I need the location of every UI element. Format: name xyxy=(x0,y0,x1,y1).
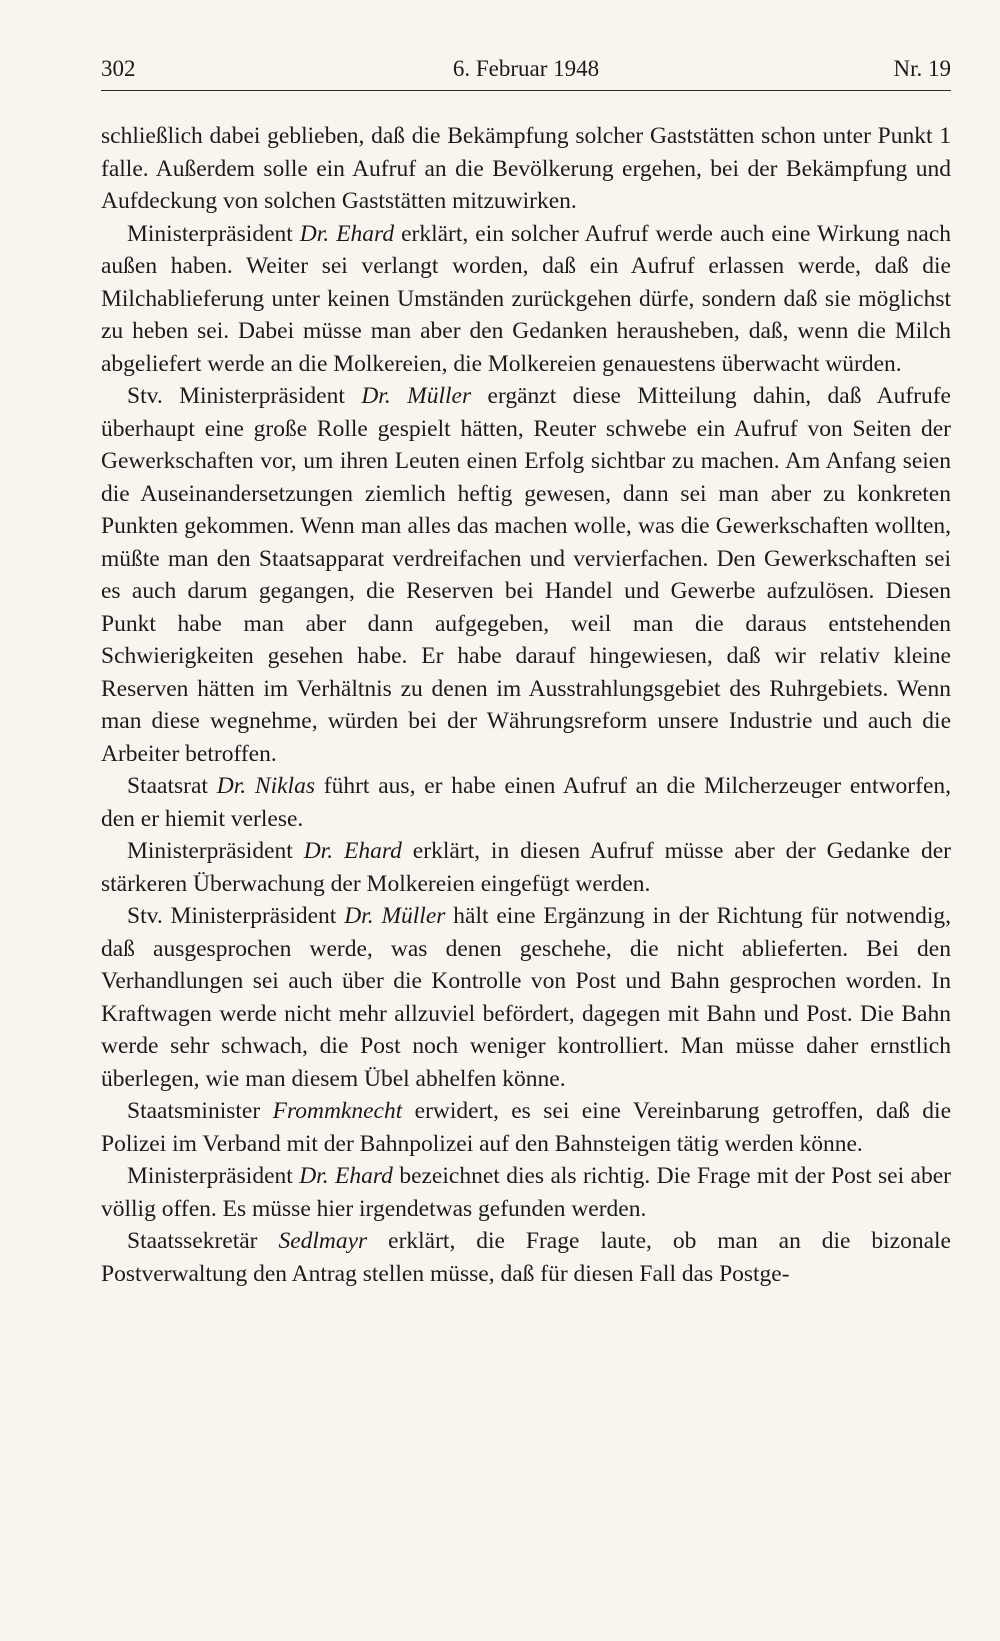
paragraph xyxy=(101,1095,951,1160)
document-number: Nr. 19 xyxy=(893,56,951,81)
speaker-name: Frommknecht xyxy=(272,1098,403,1124)
speaker-title: Ministerpräsident xyxy=(127,1163,300,1189)
header-rule xyxy=(101,90,951,91)
speaker-title: Staatssekretär xyxy=(127,1228,279,1254)
speaker-title: Stv. Ministerpräsident xyxy=(127,383,362,409)
paragraph xyxy=(101,218,951,381)
paragraph xyxy=(101,120,951,218)
paragraph xyxy=(101,900,951,1095)
paragraph-text: schließlich dabei geblieben, daß die Bekämpfung solcher Gaststätten schon unter Punkt 1 falle. Außerdem solle ein Aufruf an die Bevölkerung ergehen, bei der Bekämpfung und Aufdeckung von solchen Gaststätten mitzuwirken. xyxy=(101,123,951,214)
speaker-title: Stv. Ministerpräsident xyxy=(127,903,345,929)
page-number: 302 xyxy=(101,56,136,81)
speaker-name: Dr. Ehard xyxy=(303,838,402,864)
paragraph-text: erklärt, ein solcher Aufruf werde auch eine Wirkung nach außen haben. Weiter sei verlangt worden, daß ein Aufruf erlassen werde, daß die Milchablieferung unter keinen Umständen zurückgehen dürfe, sondern daß sie möglichst zu heben sei. Dabei müsse man aber den Gedanken herausheben, daß, wenn die Milch abgeliefert werde an die Molkereien, die Molkereien genauestens überwacht würden. xyxy=(101,220,952,377)
header-date: 6. Februar 1948 xyxy=(452,56,600,81)
paragraph xyxy=(101,835,951,900)
paragraph xyxy=(101,380,951,770)
speaker-name: Dr. Ehard xyxy=(299,220,395,247)
speaker-title: Staatsrat xyxy=(127,773,217,799)
paragraph-text: hält eine Ergänzung in der Richtung für notwendig, daß ausgesprochen werde, was denen geschehe, die nicht ablieferten. Bei den Verhandlungen sei auch über die Kontrolle von Post und Bahn gesprochen worden. In Kraftwagen werde nicht mehr allzuviel befördert, dagegen mit Bahn und Post. Die Bahn werde sehr schwach, die Post noch weniger kontrolliert. Man müsse daher ernstlich überlegen, wie man diesem Übel abhelfen könne. xyxy=(101,903,951,1092)
paragraph-text: erklärt, in diesen Aufruf müsse aber der Gedanke der stärkeren Überwachung der Molkereien eingefügt werden. xyxy=(101,838,952,897)
body-text xyxy=(101,120,951,1290)
speaker-name: Dr. Müller xyxy=(361,383,472,409)
running-header xyxy=(101,54,951,88)
speaker-title: Ministerpräsident xyxy=(127,220,300,247)
paragraph xyxy=(101,1225,951,1290)
paragraph-text: erwidert, es sei eine Vereinbarung getroffen, daß die Polizei im Verband mit der Bahnpolizei auf den Bahnsteigen tätig werden könne. xyxy=(101,1098,952,1157)
paragraph xyxy=(101,1160,951,1225)
speaker-title: Staatsminister xyxy=(127,1098,273,1124)
paragraph-text: bezeichnet dies als richtig. Die Frage mit der Post sei aber völlig offen. Es müsse hier irgendetwas gefunden werden. xyxy=(101,1163,951,1222)
speaker-name: Dr. Müller xyxy=(344,903,446,929)
paragraph-text: ergänzt diese Mitteilung dahin, daß Aufrufe überhaupt eine große Rolle gespielt hätten, Reuter schwebe ein Aufruf von Seiten der Gewerkschaften vor, um ihren Leuten einen Erfolg sichtbar zu machen. Am Anfang seien die Auseinandersetzungen ziemlich heftig gewesen, dann sei man aber zu konkreten Punkten gekommen. Wenn man alles das machen wolle, was die Gewerkschaften wollten, müßte man den Staatsapparat verdreifachen und vervierfachen. Den Gewerkschaften sei es auch darum gegangen, die Reserven bei Handel und Gewerbe aufzulösen. Diesen Punkt habe man aber dann aufgegeben, weil man die daraus entstehenden Schwierigkeiten gesehen habe. Er habe darauf hingewiesen, daß wir relativ kleine Reserven hätten im Verhältnis zu denen im Ausstrahlungsgebiet des Ruhrgebiets. Wenn man diese wegnehme, würden bei der Währungsreform unsere Industrie und auch die Arbeiter betroffen. xyxy=(101,383,951,767)
speaker-name: Dr. Ehard xyxy=(299,1163,393,1189)
speaker-title: Ministerpräsident xyxy=(127,838,304,864)
paragraph xyxy=(101,770,951,835)
speaker-name: Dr. Niklas xyxy=(216,773,315,799)
speaker-name: Sedlmayr xyxy=(278,1228,368,1254)
paragraph-text: erklärt, die Frage laute, ob man an die bizonale Postverwaltung den Antrag stellen müsse, daß für diesen Fall das Postge- xyxy=(101,1228,951,1287)
paragraph-text: führt aus, er habe einen Aufruf an die Milcherzeuger entworfen, den er hiemit verlese. xyxy=(101,773,951,832)
